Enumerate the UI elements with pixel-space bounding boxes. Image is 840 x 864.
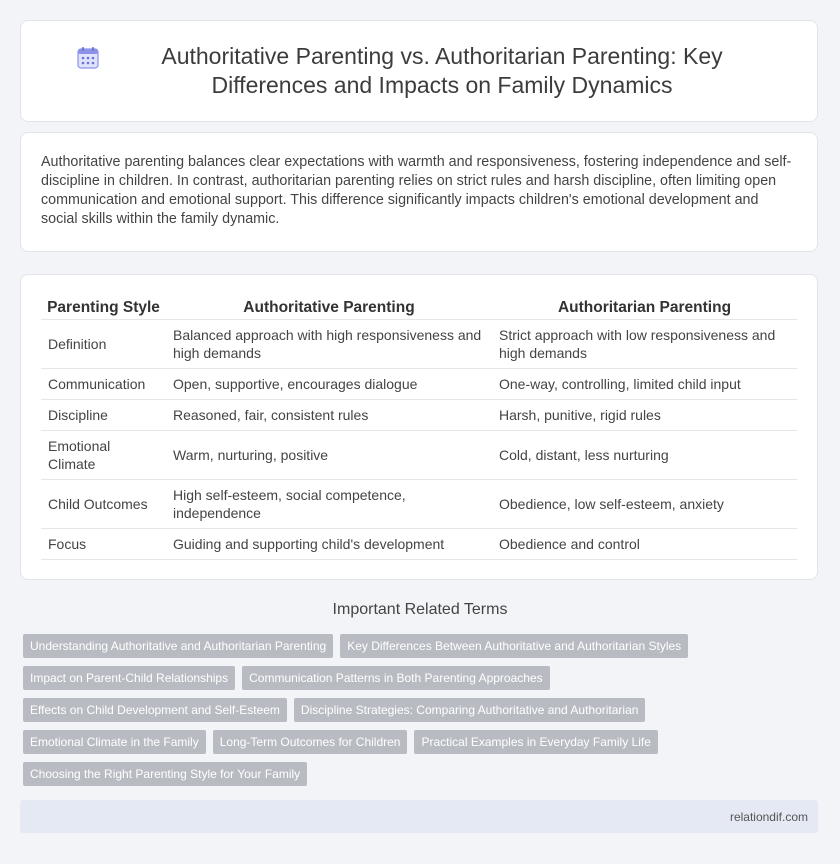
table-cell: Obedience, low self-esteem, anxiety — [492, 480, 797, 529]
table-cell: Definition — [41, 320, 166, 369]
title-card — [20, 20, 818, 122]
page-title: Authoritative Parenting vs. Authoritarian Parenting: Key Differences and Impacts on Family Dynamics — [161, 43, 723, 98]
table-row — [41, 369, 797, 400]
table-cell: One-way, controlling, limited child input — [492, 369, 797, 400]
related-term-tag[interactable]: Emotional Climate in the Family — [23, 730, 206, 754]
table-cell: Focus — [41, 529, 166, 560]
table-cell: Obedience and control — [492, 529, 797, 560]
table-cell: Discipline — [41, 400, 166, 431]
title-wrap — [46, 42, 792, 100]
table-row — [41, 431, 797, 480]
table-row — [41, 400, 797, 431]
table-cell: Emotional Climate — [41, 431, 166, 480]
table-header-row — [41, 295, 797, 320]
calendar-icon — [76, 46, 100, 70]
related-term-tag[interactable]: Long-Term Outcomes for Children — [213, 730, 408, 754]
related-terms-list — [23, 634, 713, 786]
footer-site-link[interactable]: relationdif.com — [729, 809, 808, 824]
table-header-cell: Parenting Style — [41, 295, 166, 320]
table-cell: High self-esteem, social competence, independence — [166, 480, 492, 529]
intro-card — [20, 132, 818, 252]
intro-paragraph: Authoritative parenting balances clear expectations with warmth and responsiveness, fostering independence and self-discipline in children. In contrast, authoritarian parenting relies on strict rules and harsh discipline, often limiting open communication and emotional support. This difference significantly impacts children's emotional development and social skills within the family dynamic. — [41, 154, 792, 227]
related-term-tag[interactable]: Understanding Authoritative and Authoritarian Parenting — [23, 634, 333, 658]
table-cell: Open, supportive, encourages dialogue — [166, 369, 492, 400]
table-cell: Child Outcomes — [41, 480, 166, 529]
related-term-tag[interactable]: Communication Patterns in Both Parenting Approaches — [242, 666, 550, 690]
table-cell: Reasoned, fair, consistent rules — [166, 400, 492, 431]
table-row — [41, 529, 797, 560]
related-terms-heading: Important Related Terms — [332, 601, 508, 618]
table-cell: Warm, nurturing, positive — [166, 431, 492, 480]
table-cell: Strict approach with low responsiveness and high demands — [492, 320, 797, 369]
table-header-cell: Authoritative Parenting — [166, 295, 492, 320]
table-cell: Cold, distant, less nurturing — [492, 431, 797, 480]
related-term-tag[interactable]: Impact on Parent-Child Relationships — [23, 666, 235, 690]
table-cell: Communication — [41, 369, 166, 400]
related-term-tag[interactable]: Effects on Child Development and Self-Esteem — [23, 698, 287, 722]
footer — [20, 800, 818, 833]
comparison-table-card — [20, 274, 818, 580]
table-cell: Balanced approach with high responsiveness and high demands — [166, 320, 492, 369]
table-row — [41, 320, 797, 369]
related-term-tag[interactable]: Practical Examples in Everyday Family Life — [414, 730, 657, 754]
table-row — [41, 480, 797, 529]
related-term-tag[interactable]: Key Differences Between Authoritative and Authoritarian Styles — [340, 634, 688, 658]
related-term-tag[interactable]: Discipline Strategies: Comparing Authoritative and Authoritarian — [294, 698, 646, 722]
table-cell: Guiding and supporting child's development — [166, 529, 492, 560]
comparison-table — [41, 295, 797, 560]
table-header-cell: Authoritarian Parenting — [492, 295, 797, 320]
table-cell: Harsh, punitive, rigid rules — [492, 400, 797, 431]
related-term-tag[interactable]: Choosing the Right Parenting Style for Your Family — [23, 762, 307, 786]
